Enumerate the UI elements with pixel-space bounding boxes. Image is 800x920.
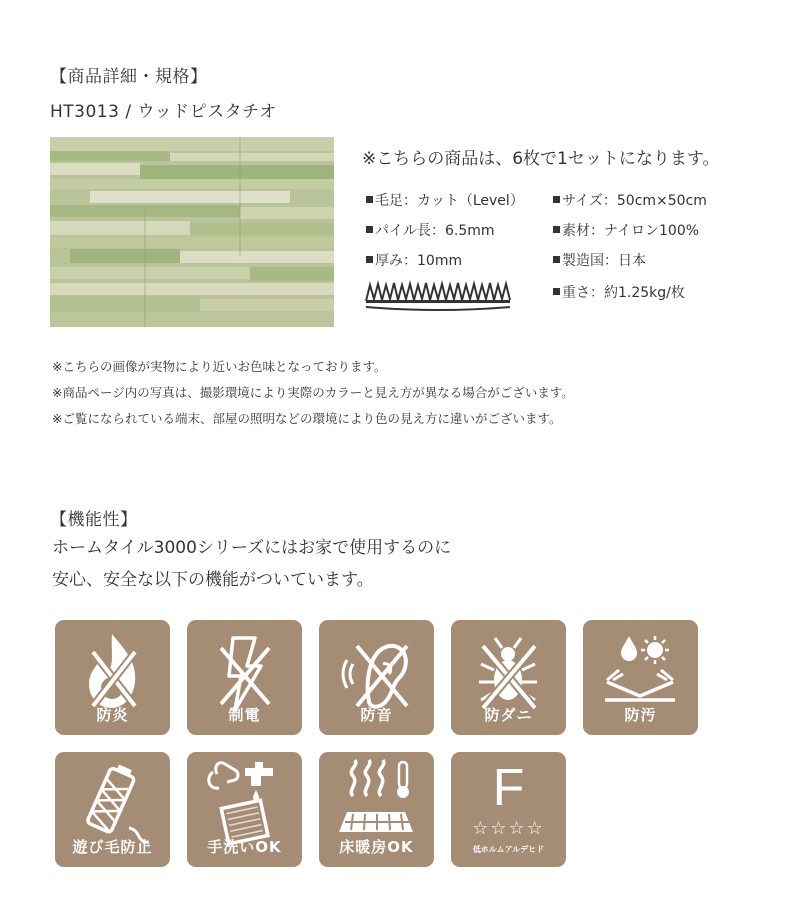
feature-tile-shedding-prevention bbox=[55, 752, 170, 867]
tile-label: 床暖房OK bbox=[339, 838, 414, 856]
formaldehyde-rating-stars: ☆☆☆☆ bbox=[472, 818, 545, 839]
tile-label: 防汚 bbox=[624, 706, 657, 724]
feature-tile-soundproof bbox=[319, 620, 434, 735]
functions-description-line-1: ホームタイル3000シリーズにはお家で使用するのに bbox=[52, 538, 452, 558]
tile-label: 防音 bbox=[360, 706, 393, 724]
tile-label: 防炎 bbox=[96, 706, 129, 724]
spec-material: 素材：ナイロン100% bbox=[553, 220, 699, 240]
product-name: HT3013 / ウッドピスタチオ bbox=[50, 102, 277, 122]
details-heading: 【商品詳細・規格】 bbox=[50, 67, 208, 87]
note-color: ※こちらの画像が実物により近いお色味となっております。 bbox=[52, 359, 387, 374]
tile-label: 手洗いOK bbox=[207, 838, 282, 856]
spec-weight: 重さ：約1.25kg/枚 bbox=[553, 282, 685, 302]
feature-tile-anti-mite bbox=[451, 620, 566, 735]
functions-description-line-2: 安心、安全な以下の機能がついています。 bbox=[52, 570, 374, 590]
set-note: ※こちらの商品は、6枚で1セットになります。 bbox=[362, 149, 720, 169]
note-photo: ※商品ページ内の写真は、撮影環境により実際のカラーと見え方が異なる場合がございます。 bbox=[52, 385, 574, 400]
feature-tile-low-formaldehyde bbox=[451, 752, 566, 867]
tile-label: 低ホルムアルデヒド bbox=[472, 845, 545, 854]
feature-tile-hand-washable bbox=[187, 752, 302, 867]
tile-label: 遊び毛防止 bbox=[72, 838, 153, 856]
feature-tile-flame-retardant bbox=[55, 620, 170, 735]
formaldehyde-rating-letter: F bbox=[492, 759, 525, 817]
spec-pile-length: パイル長：6.5mm bbox=[366, 220, 495, 240]
spec-pile-style: 毛足：カット（Level） bbox=[366, 190, 524, 210]
functions-heading: 【機能性】 bbox=[50, 510, 138, 530]
tile-label: 制電 bbox=[228, 706, 261, 724]
feature-tile-floor-heating bbox=[319, 752, 434, 867]
feature-tile-stain-resistant bbox=[583, 620, 698, 735]
spec-thickness: 厚み：10mm bbox=[366, 250, 462, 270]
carpet-swatch-image bbox=[50, 137, 334, 327]
functions-description bbox=[52, 532, 451, 596]
spec-country: 製造国：日本 bbox=[553, 250, 646, 270]
spec-size: サイズ：50cm×50cm bbox=[553, 190, 707, 210]
tile-label: 防ダニ bbox=[484, 706, 533, 724]
pile-cross-section-icon bbox=[364, 279, 514, 317]
note-device: ※ご覧になられている端末、部屋の照明などの環境により色の見え方に違いがございます。 bbox=[52, 411, 562, 426]
feature-tile-antistatic bbox=[187, 620, 302, 735]
